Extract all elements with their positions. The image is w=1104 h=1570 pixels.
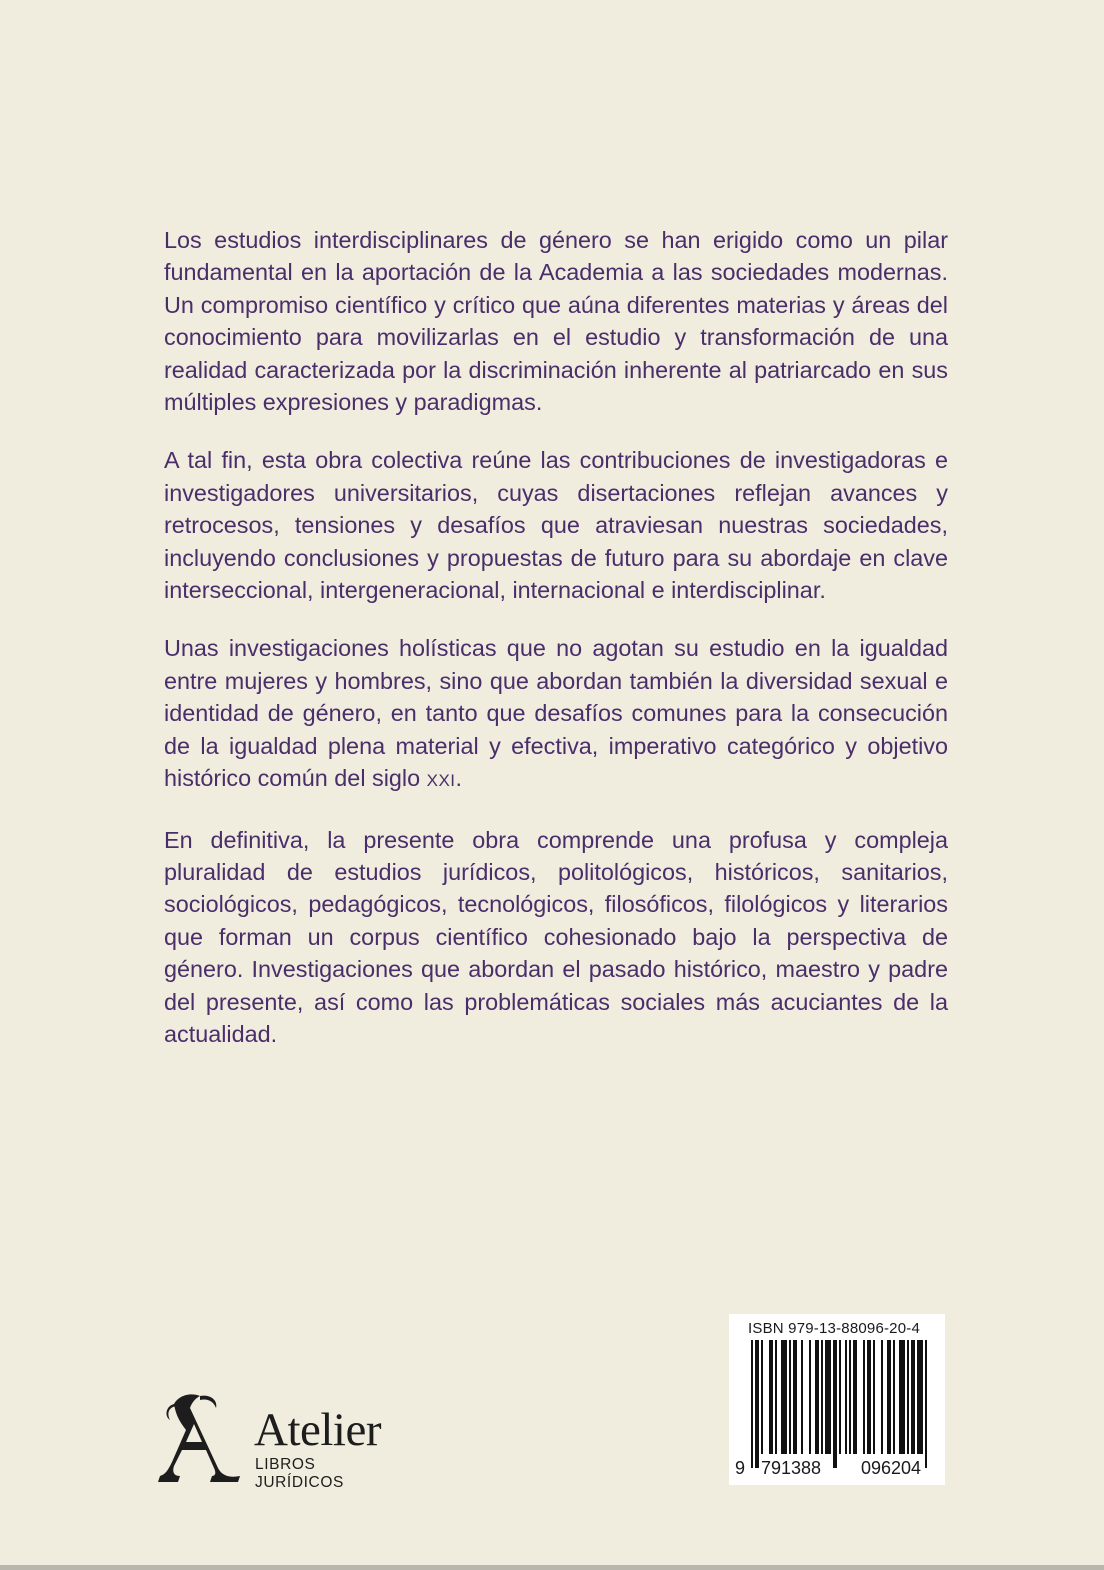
blurb-paragraph-4: En definitiva, la presente obra comprende una profusa y compleja pluralidad de estudios jurídicos, politológicos, históricos, sanitarios, sociológicos, pedagógicos, tecnológicos, filosóficos, filológicos y literarios que forman un corpus científico cohesionado bajo la perspectiva de género. Investigaciones que abordan el pasado histórico, maestro y padre del presente, así como las problemáticas sociales más acuciantes de la actualidad. [164,826,948,1047]
barcode-bar [853,1340,857,1454]
barcode-digit-first: 9 [735,1458,746,1478]
barcode-bar [881,1340,883,1454]
barcode-bar [867,1340,871,1454]
barcode-bar [815,1340,819,1454]
barcode-bar [789,1340,791,1454]
barcode-bar [801,1340,803,1454]
barcode-bar [839,1340,841,1454]
blurb-paragraph-3 [164,632,948,797]
barcode-bar [907,1340,909,1454]
back-cover-blurb [164,224,948,1076]
barcode-digits-right: 096204 [861,1458,922,1478]
barcode-digits-left: 791388 [761,1458,822,1478]
barcode-bar [849,1340,851,1454]
barcode-bar [863,1340,865,1454]
barcode-bar [825,1340,831,1454]
barcode-bar [755,1340,759,1468]
barcode-bar [833,1340,837,1468]
barcode-bar [781,1340,787,1454]
barcode-bar [821,1340,823,1454]
barcode-bar [761,1340,763,1454]
atelier-a-logo-icon [156,1390,248,1486]
barcode-bar [845,1340,847,1454]
isbn-barcode [729,1314,945,1485]
barcode-graphic [729,1314,945,1485]
barcode-bar [911,1340,915,1454]
bottom-edge [0,1565,1104,1570]
barcode-bar [793,1340,797,1454]
barcode-bar [873,1340,875,1454]
barcode-bar [775,1340,777,1454]
barcode-bar [917,1340,923,1454]
blurb-paragraph-2: A tal fin, esta obra colectiva reúne las contribuciones de investigadoras e investigadores universitarios, cuyas disertaciones reflejan avances y retrocesos, tensiones y desafíos que atraviesan nuestras sociedades, incluyendo conclusiones y propuestas de futuro para su abordaje en clave interseccional, intergeneracional, internacional e interdisciplinar. [164,447,948,604]
blurb-paragraph-3-end: . [455,765,463,792]
barcode-bar [899,1340,905,1454]
isbn-label: ISBN 979-13-88096-20-4 [748,1320,921,1337]
publisher-name: Atelier [254,1404,381,1456]
blurb-paragraph-3-text: Unas investigaciones holísticas que no agotan su estudio en la igualdad entre mujeres y hombres, sino que abordan también la diversidad sexual e identidad de género, en tanto que desafíos comunes para la consecución de la igualdad plena material y efectiva, imperativo categórico y objetivo histórico común del siglo [164,635,948,792]
barcode-bar [893,1340,895,1454]
barcode-bar [887,1340,891,1454]
barcode-bar [809,1340,811,1454]
barcode-bar [925,1340,927,1468]
blurb-paragraph-1: Los estudios interdisciplinares de género se han erigido como un pilar fundamental en la aportación de la Academia a las sociedades modernas. Un compromiso científico y crítico que aúna diferentes materias y áreas del conocimiento para movilizarlas en el estudio y transformación de una realidad caracterizada por la discriminación inherente al patriarcado en sus múltiples expresiones y paradigmas. [164,227,948,416]
publisher-subtitle: LIBROS JURÍDICOS [255,1456,344,1491]
barcode-bar [769,1340,773,1454]
century-numeral: XXI [426,771,456,791]
barcode-bar [751,1340,753,1468]
publisher-logo [156,1390,406,1490]
